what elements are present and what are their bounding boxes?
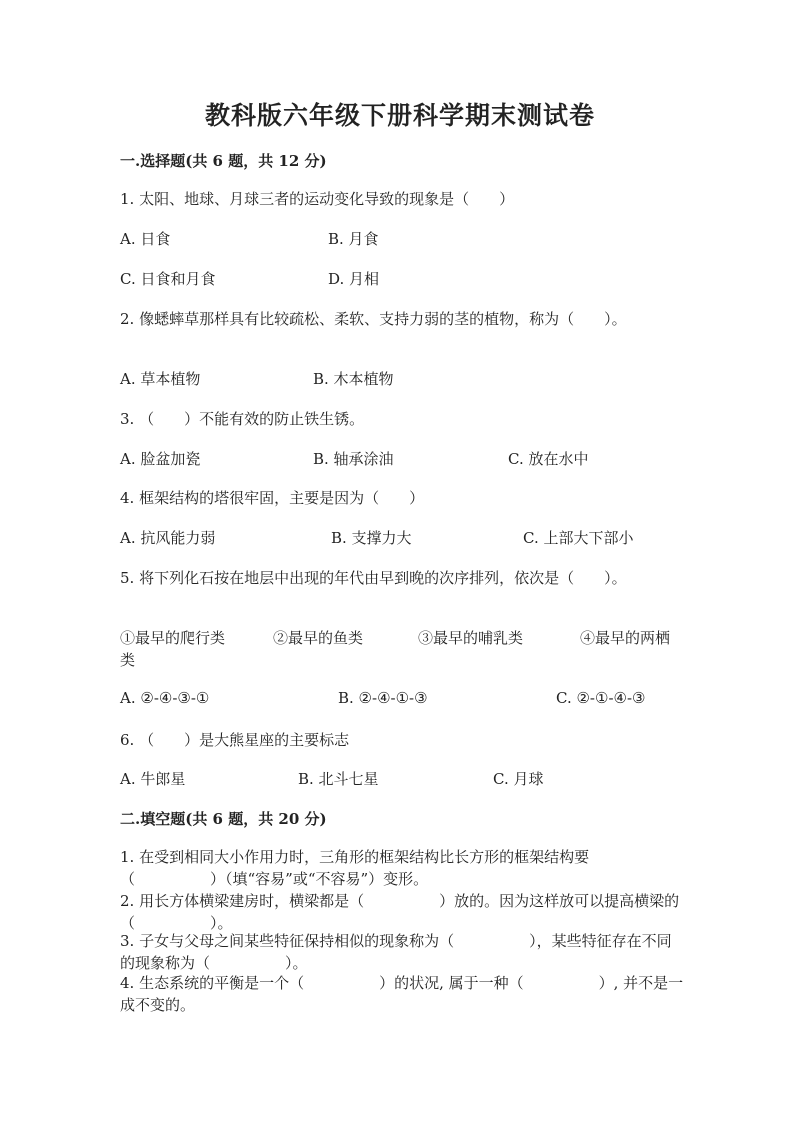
q5-item-4: ④最早的两栖 [580, 629, 671, 647]
q5-option-b: B. ②-④-①-③ [338, 689, 428, 707]
q5-item-2: ②最早的鱼类 [273, 629, 364, 647]
q6-option-b: B. 北斗七星 [298, 770, 379, 788]
q5-item-1: ①最早的爬行类 [120, 629, 226, 647]
q4-option-a: A. 抗风能力弱 [120, 529, 216, 547]
section1-heading: 一.选择题(共 6 题，共 12 分) [120, 152, 327, 170]
fill-q3: 3. 子女与父母之间某些特征保持相似的现象称为（ ），某些特征存在不同的现象称为（ ）。 [120, 932, 672, 972]
q2-stem: 2. 像蟋蟀草那样具有比较疏松、柔软、支持力弱的茎的植物，称为（ ）。 [120, 310, 627, 328]
q6-option-c: C. 月球 [493, 770, 544, 788]
q5-option-a: A. ②-④-③-① [120, 689, 210, 707]
q6-stem: 6. （ ）是大熊星座的主要标志 [120, 731, 350, 749]
q3-option-c: C. 放在水中 [508, 450, 589, 468]
section2-heading: 二.填空题(共 6 题，共 20 分) [120, 810, 327, 828]
q3-option-b: B. 轴承涂油 [313, 450, 394, 468]
fill-q1: 1. 在受到相同大小作用力时，三角形的框架结构比长方形的框架结构要（ ）（填“容易”或“不容易”）变形。 [120, 848, 590, 888]
q4-option-c: C. 上部大下部小 [523, 529, 634, 547]
q1-option-d: D. 月相 [328, 270, 380, 288]
q4-stem: 4. 框架结构的塔很牢固，主要是因为（ ） [120, 489, 425, 507]
q1-option-a: A. 日食 [120, 230, 171, 248]
q1-option-c: C. 日食和月食 [120, 270, 216, 288]
q5-item-3: ③最早的哺乳类 [418, 629, 524, 647]
page-title: 教科版六年级下册科学期末测试卷 [204, 101, 595, 130]
q5-stem: 5. 将下列化石按在地层中出现的年代由早到晚的次序排列，依次是（ ）。 [120, 569, 627, 587]
q4-option-b: B. 支撑力大 [331, 529, 412, 547]
q3-option-a: A. 脸盆加瓷 [120, 450, 201, 468]
q2-option-a: A. 草本植物 [120, 370, 201, 388]
q2-option-b: B. 木本植物 [313, 370, 394, 388]
q1-option-b: B. 月食 [328, 230, 379, 248]
fill-q2: 2. 用长方体横梁建房时，横梁都是（ ）放的。因为这样放可以提高横梁的（ ）。 [120, 892, 680, 932]
q5-item-4-wrap: 类 [120, 651, 136, 669]
q3-stem: 3. （ ）不能有效的防止铁生锈。 [120, 410, 365, 428]
q1-stem: 1. 太阳、地球、月球三者的运动变化导致的现象是（ ） [120, 190, 515, 208]
q5-option-c: C. ②-①-④-③ [556, 689, 646, 707]
q6-option-a: A. 牛郎星 [120, 770, 186, 788]
fill-q4: 4. 生态系统的平衡是一个（ ）的状况, 属于一种（ ）, 并不是一成不变的。 [120, 974, 684, 1014]
